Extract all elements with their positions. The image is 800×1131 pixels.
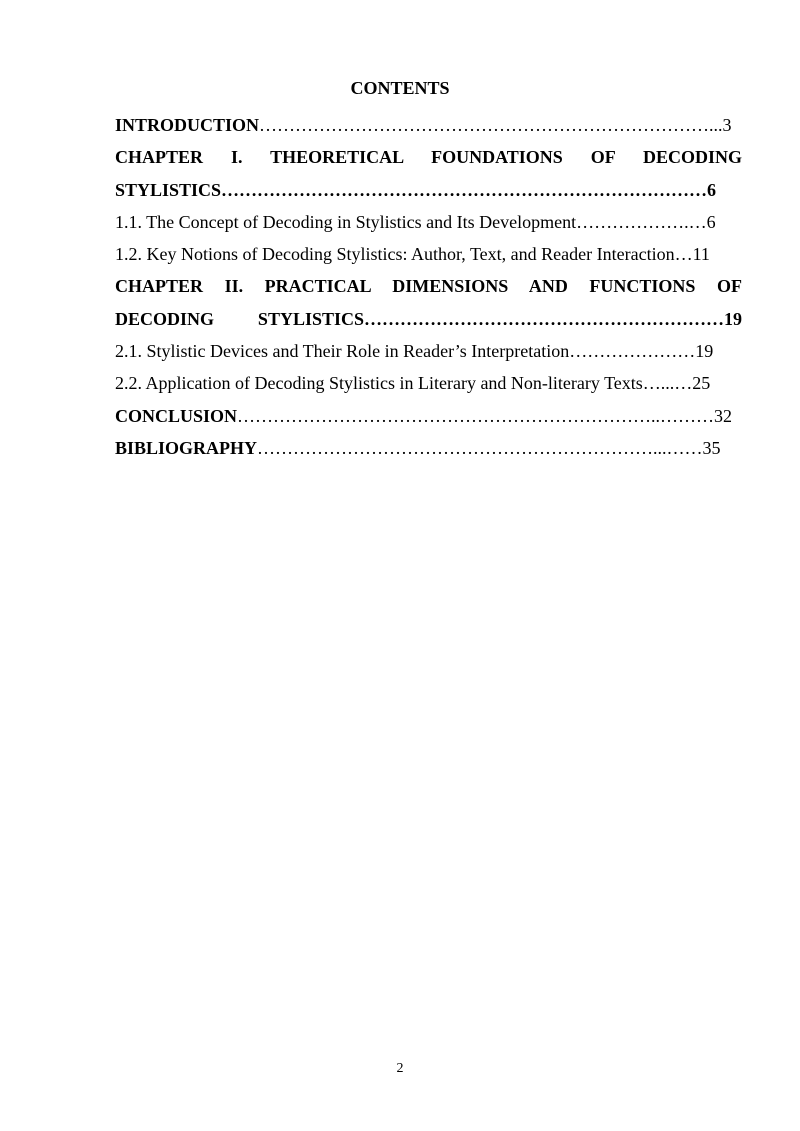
page-number: 2 [396,1061,404,1076]
toc-entry-section-2-1[interactable]: 2.1. Stylistic Devices and Their Role in Reader’s Interpretation…………………19 [115,341,714,362]
toc-entry-label: CONCLUSION [115,405,238,426]
toc-entry-line: STYLISTICS………………………………………………………………………6 [115,179,717,200]
toc-entry-label: BIBLIOGRAPHY [115,437,258,458]
toc-entry-conclusion[interactable] [115,400,742,432]
contents-heading: CONTENTS [350,78,450,98]
toc-entry-chapter-2[interactable] [115,270,742,335]
toc-entry-line: CHAPTER II. PRACTICAL DIMENSIONS AND FUNCTIONS OF [115,276,742,297]
toc-entry-chapter-1[interactable] [115,141,742,206]
toc-entry-leader: ……………………………………………………………..………32 [237,405,733,426]
toc-entry-leader: …………………………………………………………...……35 [257,437,721,458]
toc-entry-section-2-2[interactable]: 2.2. Application of Decoding Stylistics in Literary and Non-literary Texts…...…25 [115,373,711,394]
toc-entry-section-1-1[interactable]: 1.1. The Concept of Decoding in Stylistics and Its Development……………….…6 [115,211,716,232]
toc-entry-introduction[interactable] [115,109,742,141]
toc-entry-bibliography[interactable] [115,432,742,464]
toc-entry-label: INTRODUCTION [115,115,260,135]
toc-entry-line: CHAPTER I. THEORETICAL FOUNDATIONS OF DECODING [115,147,742,168]
toc-entry-section-1-2[interactable]: 1.2. Key Notions of Decoding Stylistics: Author, Text, and Reader Interaction…11 [115,244,710,265]
toc-entry-line: DECODING STYLISTICS……………………………………………………19 [115,308,742,329]
table-of-contents [115,109,742,464]
toc-entry-leader: …………………………………………………………………...3 [259,115,732,135]
